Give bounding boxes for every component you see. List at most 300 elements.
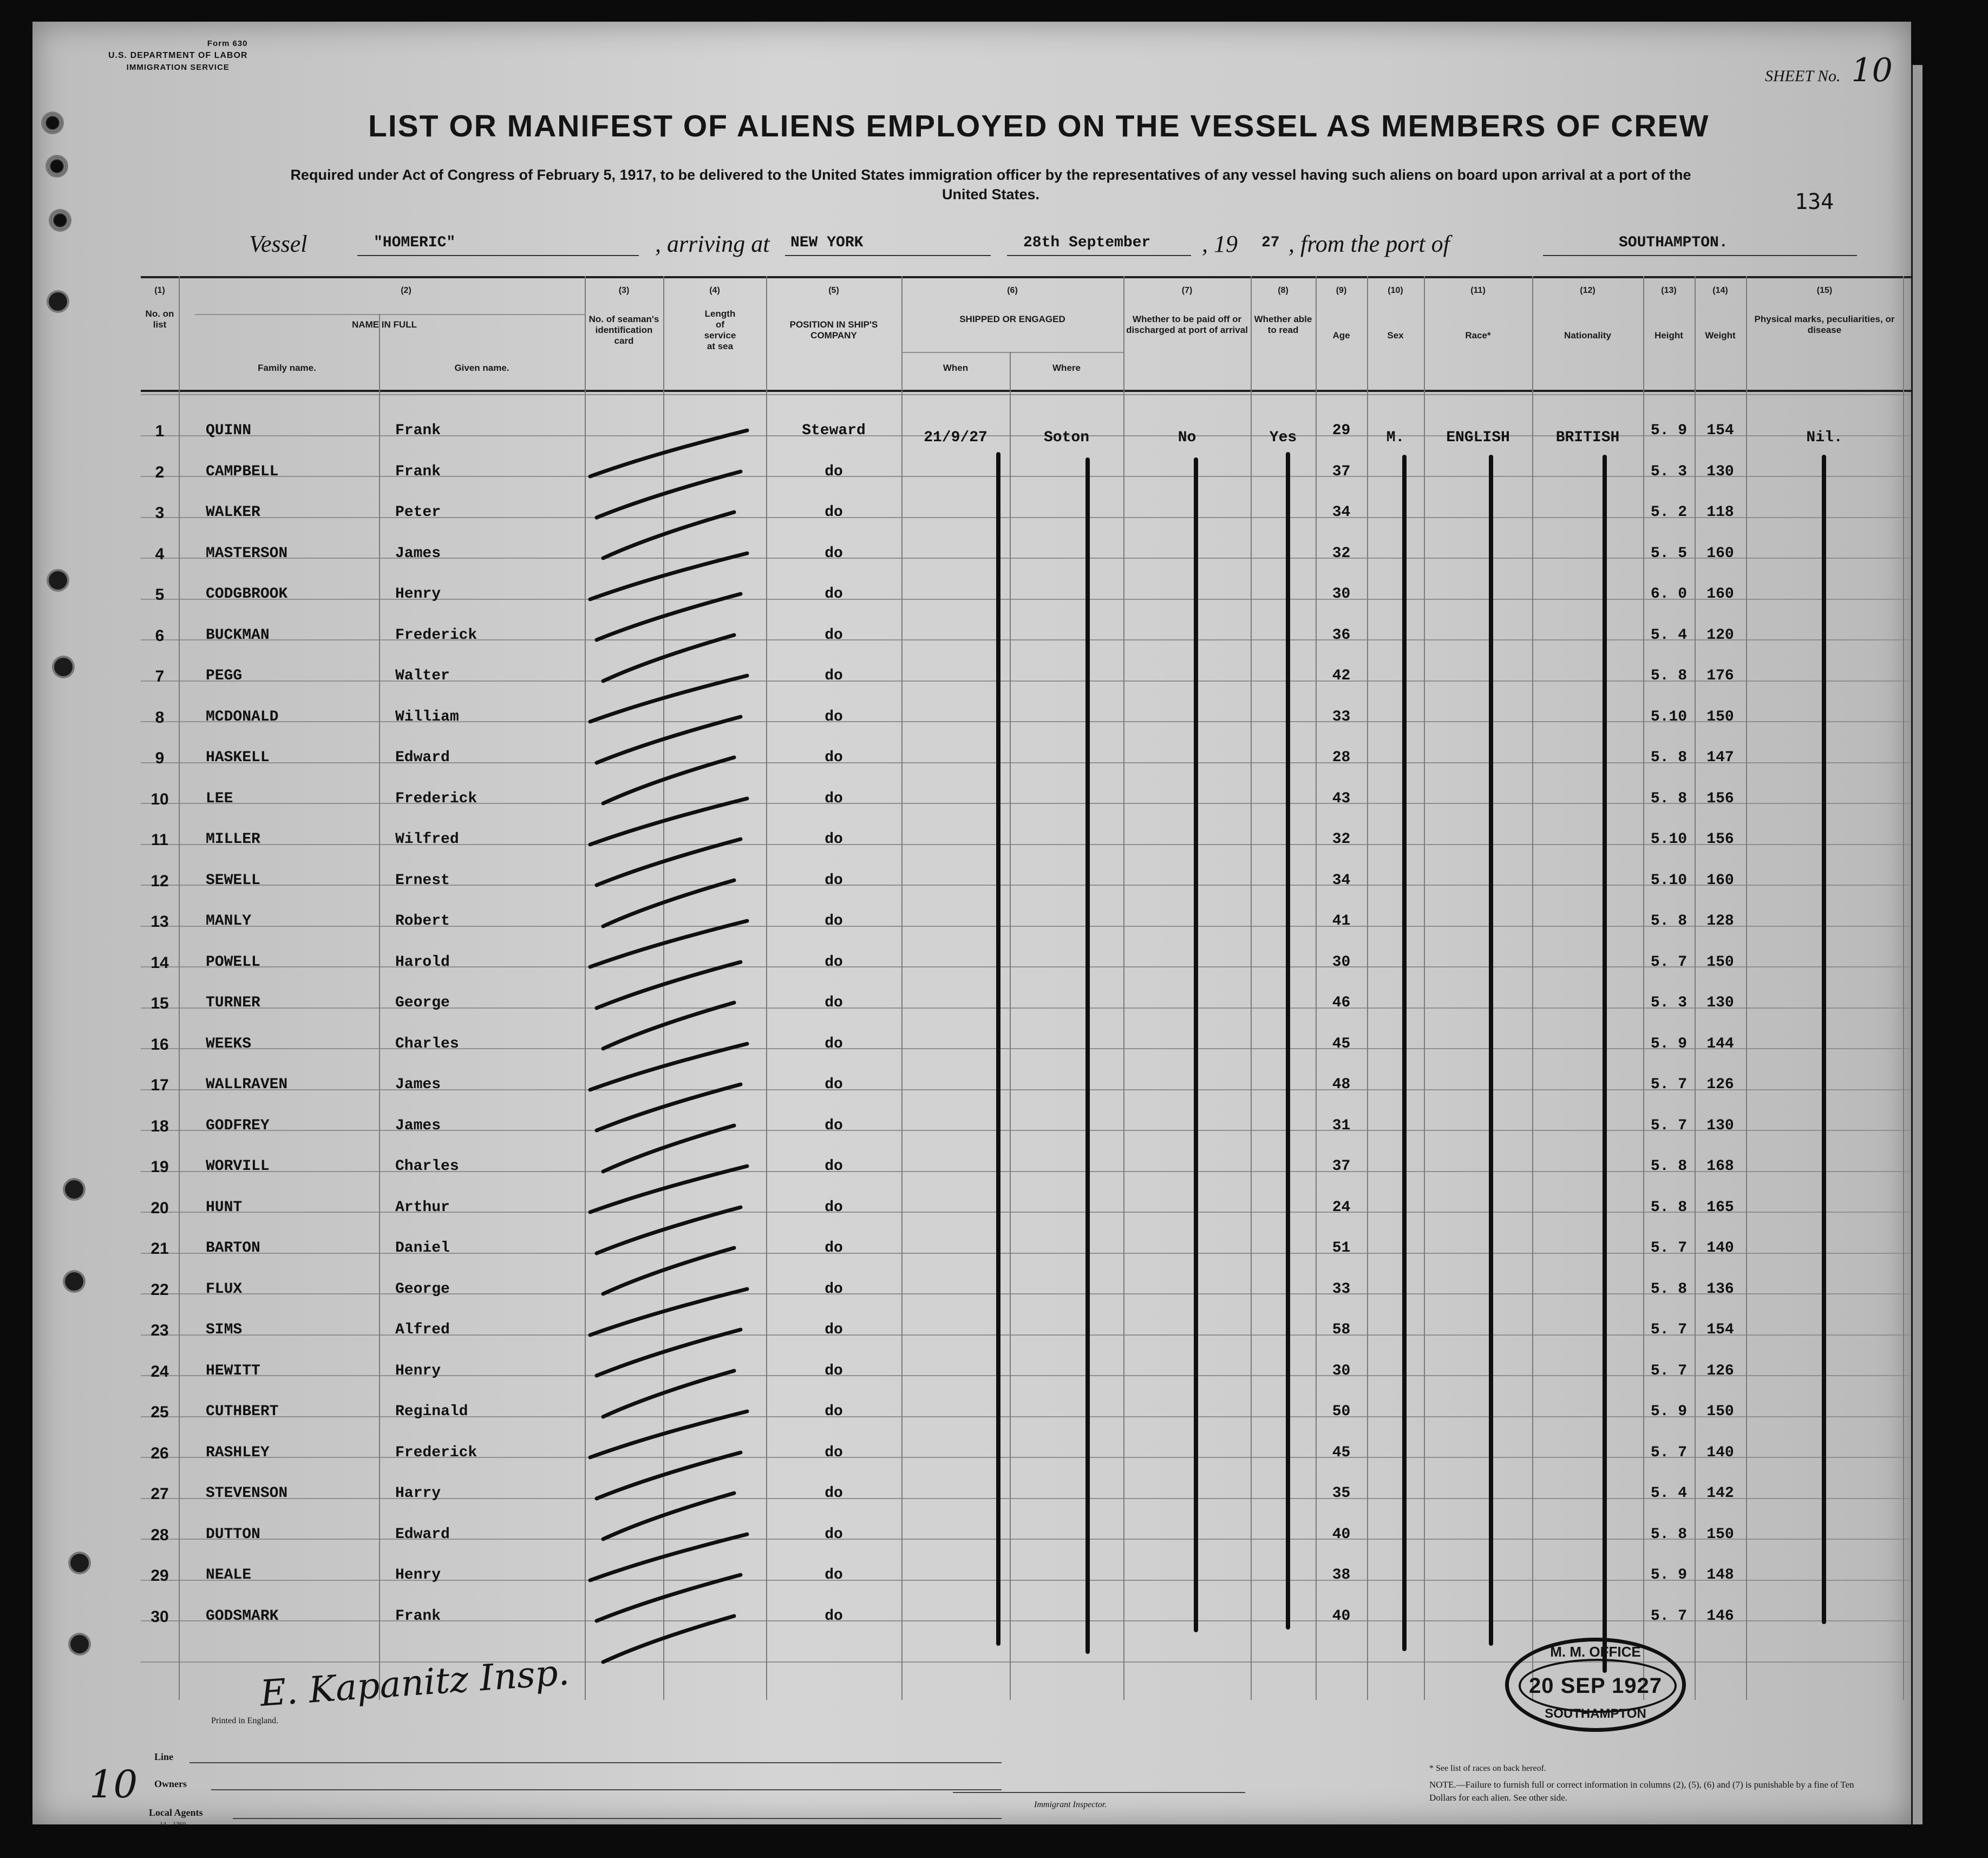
- pen-stroke: [603, 1616, 734, 1662]
- row-weight: 130: [1706, 1117, 1734, 1134]
- header-height: Height: [1655, 330, 1683, 341]
- row-no: 11: [151, 831, 168, 849]
- arriving-port: NEW YORK: [790, 234, 864, 251]
- row-weight: 156: [1706, 831, 1734, 848]
- pen-stroke: [590, 921, 747, 967]
- from-port: SOUTHAMPTON.: [1619, 234, 1728, 251]
- pen-stroke: [597, 1330, 741, 1376]
- row-height: 5. 8: [1650, 1281, 1688, 1298]
- row-age: 43: [1332, 790, 1351, 807]
- sheet-number-value: 10: [1851, 51, 1893, 89]
- id-card-strokes: [585, 384, 769, 1705]
- row-age: 37: [1332, 1158, 1351, 1175]
- row-height: 5. 7: [1650, 1117, 1688, 1134]
- row-weight: 148: [1706, 1567, 1734, 1584]
- pen-stroke: [603, 512, 734, 558]
- header-position: POSITION IN SHIP'S COMPANY: [789, 319, 878, 341]
- header-when: When: [943, 363, 969, 373]
- pen-stroke: [590, 676, 747, 722]
- column-number: (5): [828, 286, 839, 295]
- row-family: TURNER: [206, 995, 260, 1011]
- row-given: Peter: [395, 504, 441, 521]
- column-number: (4): [709, 286, 720, 295]
- header-sex: Sex: [1387, 330, 1404, 341]
- row-position: do: [825, 668, 843, 684]
- row-no: 22: [151, 1281, 169, 1299]
- row-height: 5. 8: [1650, 913, 1688, 930]
- row-no: 6: [155, 627, 165, 645]
- row-family: SEWELL: [206, 872, 260, 889]
- row-given: James: [395, 1117, 441, 1134]
- row-height: 5. 8: [1650, 790, 1688, 807]
- department-name: U.S. DEPARTMENT OF LABOR: [108, 51, 248, 60]
- pen-stroke: [597, 1453, 741, 1499]
- row-position: do: [825, 1158, 843, 1175]
- column-number: (3): [618, 286, 630, 295]
- row-given: Frank: [395, 463, 441, 480]
- form-number: Form 630: [207, 39, 248, 48]
- form-identifier: [108, 38, 247, 74]
- row-weight: 146: [1706, 1608, 1734, 1625]
- row-given: Henry: [395, 1567, 441, 1584]
- header-nationality: Nationality: [1564, 330, 1611, 341]
- service-name: IMMIGRATION SERVICE: [126, 63, 230, 72]
- row-given: Daniel: [395, 1240, 450, 1257]
- pen-stroke: [590, 1166, 747, 1212]
- row-no: 28: [151, 1526, 169, 1544]
- column-number: (1): [154, 286, 165, 295]
- row-position: Steward: [802, 422, 866, 439]
- row-position: do: [825, 790, 843, 807]
- row-height: 5. 8: [1650, 668, 1688, 684]
- row-given: Edward: [395, 1526, 450, 1543]
- row-family: MCDONALD: [206, 709, 279, 725]
- stamp-bottom: SOUTHAMPTON: [1545, 1706, 1646, 1721]
- pen-stroke: [597, 1207, 741, 1253]
- row-given: William: [395, 709, 459, 725]
- row-position: do: [825, 709, 843, 725]
- column-number: (11): [1470, 286, 1486, 295]
- row-age: 32: [1332, 831, 1351, 848]
- row-height: 5. 9: [1650, 1036, 1688, 1052]
- row-no: 14: [151, 954, 169, 972]
- header-family-name: Family name.: [258, 363, 316, 373]
- punch-hole: [51, 211, 69, 230]
- row1-race: ENGLISH: [1446, 429, 1510, 446]
- row-no: 13: [151, 913, 169, 931]
- row-height: 5. 8: [1650, 1199, 1688, 1216]
- row-given: Charles: [395, 1158, 459, 1175]
- row-age: 42: [1332, 668, 1351, 684]
- punch-hole: [49, 571, 67, 590]
- row-family: PEGG: [206, 668, 243, 684]
- row1-sex: M.: [1386, 429, 1405, 446]
- row-given: Robert: [395, 913, 450, 930]
- row-given: James: [395, 545, 441, 562]
- row-given: Arthur: [395, 1199, 450, 1216]
- row-age: 40: [1332, 1608, 1351, 1625]
- from-label: , from the port of: [1289, 231, 1450, 257]
- manifest-sheet: [32, 22, 1911, 1828]
- row-no: 7: [155, 668, 165, 685]
- row-weight: 176: [1706, 668, 1734, 684]
- ditto-line-nationality: [1603, 455, 1607, 1673]
- row-age: 29: [1332, 422, 1351, 439]
- row-family: LEE: [206, 790, 233, 807]
- row-height: 5. 7: [1650, 1240, 1688, 1257]
- header-shipped: SHIPPED OR ENGAGED: [959, 314, 1065, 324]
- immigrant-inspector-label: Immigrant Inspector.: [1034, 1800, 1107, 1809]
- row-age: 34: [1332, 504, 1351, 521]
- row-age: 37: [1332, 463, 1351, 480]
- row-position: do: [825, 831, 843, 848]
- pen-stroke: [590, 799, 747, 845]
- pen-stroke: [590, 430, 747, 476]
- row-age: 45: [1332, 1036, 1351, 1052]
- punch-hole: [65, 1180, 83, 1199]
- row-weight: 120: [1706, 627, 1734, 644]
- pen-stroke: [597, 1575, 741, 1621]
- row-age: 41: [1332, 913, 1351, 930]
- column-number: (2): [401, 286, 411, 295]
- row-weight: 156: [1706, 790, 1734, 807]
- row-position: do: [825, 1199, 843, 1216]
- column-number: (6): [1007, 286, 1018, 295]
- row-height: 5. 7: [1650, 1363, 1688, 1379]
- row-position: do: [825, 1485, 843, 1502]
- row-height: 5.10: [1650, 872, 1688, 889]
- row-no: 9: [155, 749, 165, 767]
- row-height: 5. 9: [1650, 422, 1688, 439]
- row-family: BARTON: [206, 1240, 260, 1257]
- row-no: 21: [151, 1240, 169, 1258]
- row-age: 46: [1332, 995, 1351, 1011]
- row-given: Henry: [395, 1363, 441, 1379]
- row-no: 12: [151, 872, 169, 890]
- header-where: Where: [1052, 363, 1081, 373]
- arriving-label: , arriving at: [655, 231, 770, 257]
- header-id-card: No. of seaman's identification card: [588, 314, 659, 346]
- page-subtitle: Required under Act of Congress of February 5, 1917, to be delivered to the United States immigration officer by the representatives of any vessel having such aliens on board upon arrival at a port of the United States.: [290, 167, 1691, 202]
- row-weight: 160: [1706, 545, 1734, 562]
- row-position: do: [825, 545, 843, 562]
- row-height: 5. 9: [1650, 1403, 1688, 1420]
- header-no-on-list: No. on list: [145, 309, 174, 330]
- row-weight: 154: [1706, 1321, 1734, 1338]
- row-weight: 140: [1706, 1240, 1734, 1257]
- column-number: (15): [1816, 286, 1833, 295]
- year-prefix: , 19: [1202, 231, 1238, 257]
- column-number: (9): [1336, 286, 1347, 295]
- row-family: GODSMARK: [206, 1608, 279, 1625]
- row-family: HUNT: [206, 1199, 243, 1216]
- row-position: do: [825, 504, 843, 521]
- row-age: 28: [1332, 749, 1351, 766]
- row-weight: 160: [1706, 586, 1734, 603]
- row-weight: 150: [1706, 1526, 1734, 1543]
- row-weight: 126: [1706, 1076, 1734, 1093]
- pen-stroke: [603, 1003, 734, 1049]
- row-no: 3: [155, 504, 165, 522]
- row-no: 25: [151, 1403, 169, 1421]
- ditto-line-able-read: [1286, 452, 1290, 1630]
- column-number: (13): [1661, 286, 1677, 295]
- header-given-name: Given name.: [454, 363, 509, 373]
- row-position: do: [825, 463, 843, 480]
- vessel-label: Vessel: [249, 231, 308, 257]
- row-no: 16: [151, 1036, 169, 1054]
- row-weight: 150: [1706, 954, 1734, 971]
- row-family: MASTERSON: [206, 545, 288, 562]
- row-age: 24: [1332, 1199, 1351, 1216]
- row-no: 24: [151, 1363, 169, 1381]
- row-position: do: [825, 1240, 843, 1257]
- row-family: CAMPBELL: [206, 463, 279, 480]
- pen-stroke: [597, 594, 741, 640]
- row-given: Henry: [395, 586, 441, 603]
- row-family: WALLRAVEN: [206, 1076, 288, 1093]
- row-given: Frank: [395, 422, 441, 439]
- row-given: George: [395, 1281, 450, 1298]
- row-no: 29: [151, 1567, 169, 1585]
- row-height: 5. 2: [1650, 504, 1688, 521]
- row-weight: 165: [1706, 1199, 1734, 1216]
- row-weight: 150: [1706, 709, 1734, 725]
- office-stamp: [1505, 1638, 1686, 1732]
- pen-stroke: [603, 757, 734, 803]
- row-weight: 168: [1706, 1158, 1734, 1175]
- row-position: do: [825, 954, 843, 971]
- row-family: WEEKS: [206, 1036, 252, 1052]
- row-position: do: [825, 749, 843, 766]
- row-height: 5. 5: [1650, 545, 1688, 562]
- footer-local-agents-label: Local Agents: [149, 1807, 203, 1818]
- ditto-line-race: [1489, 455, 1493, 1646]
- pen-stroke: [597, 962, 741, 1008]
- row-position: do: [825, 913, 843, 930]
- row-age: 31: [1332, 1117, 1351, 1134]
- header-length-service: Length of service at sea: [704, 309, 736, 351]
- row-no: 1: [155, 422, 165, 440]
- header-paid-off: Whether to be paid off or discharged at port of arrival: [1126, 314, 1248, 335]
- column-number: (8): [1278, 286, 1289, 295]
- pen-stroke: [603, 1248, 734, 1294]
- row-family: POWELL: [206, 954, 260, 971]
- punch-hole: [48, 157, 66, 175]
- footer-owners-label: Owners: [154, 1778, 187, 1789]
- header-name-in-full: NAME IN FULL: [352, 319, 417, 330]
- row-given: Frank: [395, 1608, 441, 1625]
- row-height: 5. 4: [1650, 1485, 1688, 1502]
- printed-in-england: Printed in England.: [211, 1716, 278, 1725]
- row-height: 5. 7: [1650, 1076, 1688, 1093]
- punch-hole: [70, 1635, 89, 1653]
- footer-line-label: Line: [154, 1751, 174, 1762]
- row-age: 35: [1332, 1485, 1351, 1502]
- row-weight: 130: [1706, 463, 1734, 480]
- row-given: Harold: [395, 954, 450, 971]
- row1-nationality: BRITISH: [1555, 429, 1620, 446]
- row-position: do: [825, 995, 843, 1011]
- row-position: do: [825, 1526, 843, 1543]
- row-no: 2: [155, 463, 165, 481]
- row-age: 33: [1332, 709, 1351, 725]
- row-height: 6. 0: [1650, 586, 1688, 603]
- pen-stroke: [590, 553, 747, 599]
- row-no: 10: [151, 790, 169, 808]
- row-weight: 160: [1706, 872, 1734, 889]
- punch-hole: [65, 1272, 83, 1291]
- row-no: 17: [151, 1076, 169, 1094]
- row-family: HEWITT: [206, 1363, 260, 1379]
- column-number: (12): [1580, 286, 1595, 295]
- row-height: 5. 8: [1650, 1526, 1688, 1543]
- pen-stroke: [597, 717, 741, 763]
- row-height: 5. 3: [1650, 995, 1688, 1011]
- page-title: LIST OR MANIFEST OF ALIENS EMPLOYED ON THE VESSEL AS MEMBERS OF CREW: [368, 109, 1710, 143]
- row-family: HASKELL: [206, 749, 270, 766]
- row-family: FLUX: [206, 1281, 243, 1298]
- row-given: Frederick: [395, 627, 478, 644]
- row-position: do: [825, 1567, 843, 1584]
- inspector-signature: E. Kapanitz Insp.: [259, 1651, 571, 1715]
- row-family: QUINN: [206, 422, 252, 439]
- pen-stroke: [603, 880, 734, 926]
- row-family: RASHLEY: [206, 1444, 270, 1461]
- row1-where: Soton: [1043, 429, 1089, 446]
- row-given: Walter: [395, 668, 450, 684]
- row-height: 5. 8: [1650, 749, 1688, 766]
- row-position: do: [825, 1117, 843, 1134]
- stamp-top: M. M. OFFICE: [1550, 1644, 1641, 1660]
- row-height: 5. 4: [1650, 627, 1688, 644]
- ditto-line-paid-off: [1194, 457, 1198, 1632]
- row-family: WALKER: [206, 504, 260, 521]
- row-position: do: [825, 627, 843, 644]
- row-no: 19: [151, 1158, 169, 1176]
- row-age: 48: [1332, 1076, 1351, 1093]
- row-position: do: [825, 586, 843, 603]
- punch-hole: [70, 1554, 89, 1572]
- vessel-line: [249, 230, 1754, 263]
- row-age: 33: [1332, 1281, 1351, 1298]
- row-family: NEALE: [206, 1567, 252, 1584]
- page-edge-left: [1911, 65, 1922, 1824]
- row-height: 5. 9: [1650, 1567, 1688, 1584]
- pen-stroke: [590, 1411, 747, 1457]
- ditto-line-sex: [1402, 455, 1407, 1651]
- row1-when: 21/9/27: [924, 429, 988, 446]
- column-number: (7): [1181, 286, 1193, 295]
- ditto-line-physical: [1822, 455, 1826, 1624]
- header-race: Race*: [1465, 330, 1491, 341]
- header-physical: Physical marks, peculiarities, or disease: [1754, 314, 1895, 335]
- row-weight: 147: [1706, 749, 1734, 766]
- stamp-date: 20 SEP 1927: [1528, 1674, 1663, 1698]
- row-given: Charles: [395, 1036, 459, 1052]
- row-height: 5.10: [1650, 831, 1688, 848]
- row-given: Reginald: [395, 1403, 468, 1420]
- row-weight: 130: [1706, 995, 1734, 1011]
- pen-stroke: [603, 1371, 734, 1417]
- row-given: Ernest: [395, 872, 450, 889]
- row-family: STEVENSON: [206, 1485, 288, 1502]
- row-family: GODFREY: [206, 1117, 270, 1134]
- row-given: Alfred: [395, 1321, 450, 1338]
- row-position: do: [825, 1036, 843, 1052]
- row-weight: 118: [1706, 504, 1734, 521]
- row-no: 8: [155, 709, 165, 727]
- row-height: 5. 7: [1650, 1444, 1688, 1461]
- pen-stroke: [590, 1534, 747, 1580]
- pen-stroke: [603, 1126, 734, 1172]
- row-age: 34: [1332, 872, 1351, 889]
- row-position: do: [825, 1444, 843, 1461]
- row-no: 4: [155, 545, 165, 563]
- row-no: 27: [151, 1485, 169, 1503]
- row-weight: 144: [1706, 1036, 1734, 1052]
- row-age: 58: [1332, 1321, 1351, 1338]
- row-family: DUTTON: [206, 1526, 260, 1543]
- row-weight: 128: [1706, 913, 1734, 930]
- row-weight: 126: [1706, 1363, 1734, 1379]
- punch-hole: [43, 114, 62, 132]
- penalty-note: NOTE.—Failure to furnish full or correct information in columns (2), (5), (6) and (7) is punishable by a fine of Ten Dollars for each alien. See other side.: [1429, 1780, 1854, 1803]
- row-no: 26: [151, 1444, 169, 1462]
- row-age: 30: [1332, 954, 1351, 971]
- row-height: 5. 7: [1650, 1321, 1688, 1338]
- pen-stroke: [603, 1493, 734, 1539]
- punch-hole: [54, 658, 73, 676]
- pen-stroke: [603, 635, 734, 681]
- row-age: 50: [1332, 1403, 1351, 1420]
- row-family: CODGBROOK: [206, 586, 288, 603]
- row-weight: 154: [1706, 422, 1734, 439]
- row1-able-read: Yes: [1269, 429, 1297, 446]
- row-family: BUCKMAN: [206, 627, 270, 644]
- row-no: 30: [151, 1608, 169, 1626]
- row-given: Wilfred: [395, 831, 459, 848]
- row-position: do: [825, 872, 843, 889]
- row-family: WORVILL: [206, 1158, 270, 1175]
- pen-stroke: [597, 1084, 741, 1130]
- row-position: do: [825, 1363, 843, 1379]
- handwritten-number: 10: [89, 1762, 138, 1807]
- row-family: MILLER: [206, 831, 260, 848]
- pen-stroke: [590, 1289, 747, 1335]
- races-note: * See list of races on back hereof.: [1429, 1764, 1546, 1773]
- row-no: 15: [151, 995, 169, 1012]
- row-weight: 142: [1706, 1485, 1734, 1502]
- row-given: Frederick: [395, 1444, 478, 1461]
- page-number: 134: [1795, 189, 1834, 214]
- row-age: 30: [1332, 586, 1351, 603]
- row-age: 51: [1332, 1240, 1351, 1257]
- row-no: 18: [151, 1117, 169, 1135]
- row1-paid-off: No: [1178, 429, 1196, 446]
- row-height: 5. 7: [1650, 954, 1688, 971]
- row-no: 5: [155, 586, 165, 604]
- row-age: 32: [1332, 545, 1351, 562]
- column-number: (10): [1388, 286, 1403, 295]
- row1-physical: Nil.: [1806, 429, 1843, 446]
- sheet-number-label: SHEET No.: [1765, 67, 1841, 85]
- row-given: Edward: [395, 749, 450, 766]
- header-age: Age: [1332, 330, 1350, 341]
- row-height: 5. 7: [1650, 1608, 1688, 1625]
- row-age: 30: [1332, 1363, 1351, 1379]
- row-age: 38: [1332, 1567, 1351, 1584]
